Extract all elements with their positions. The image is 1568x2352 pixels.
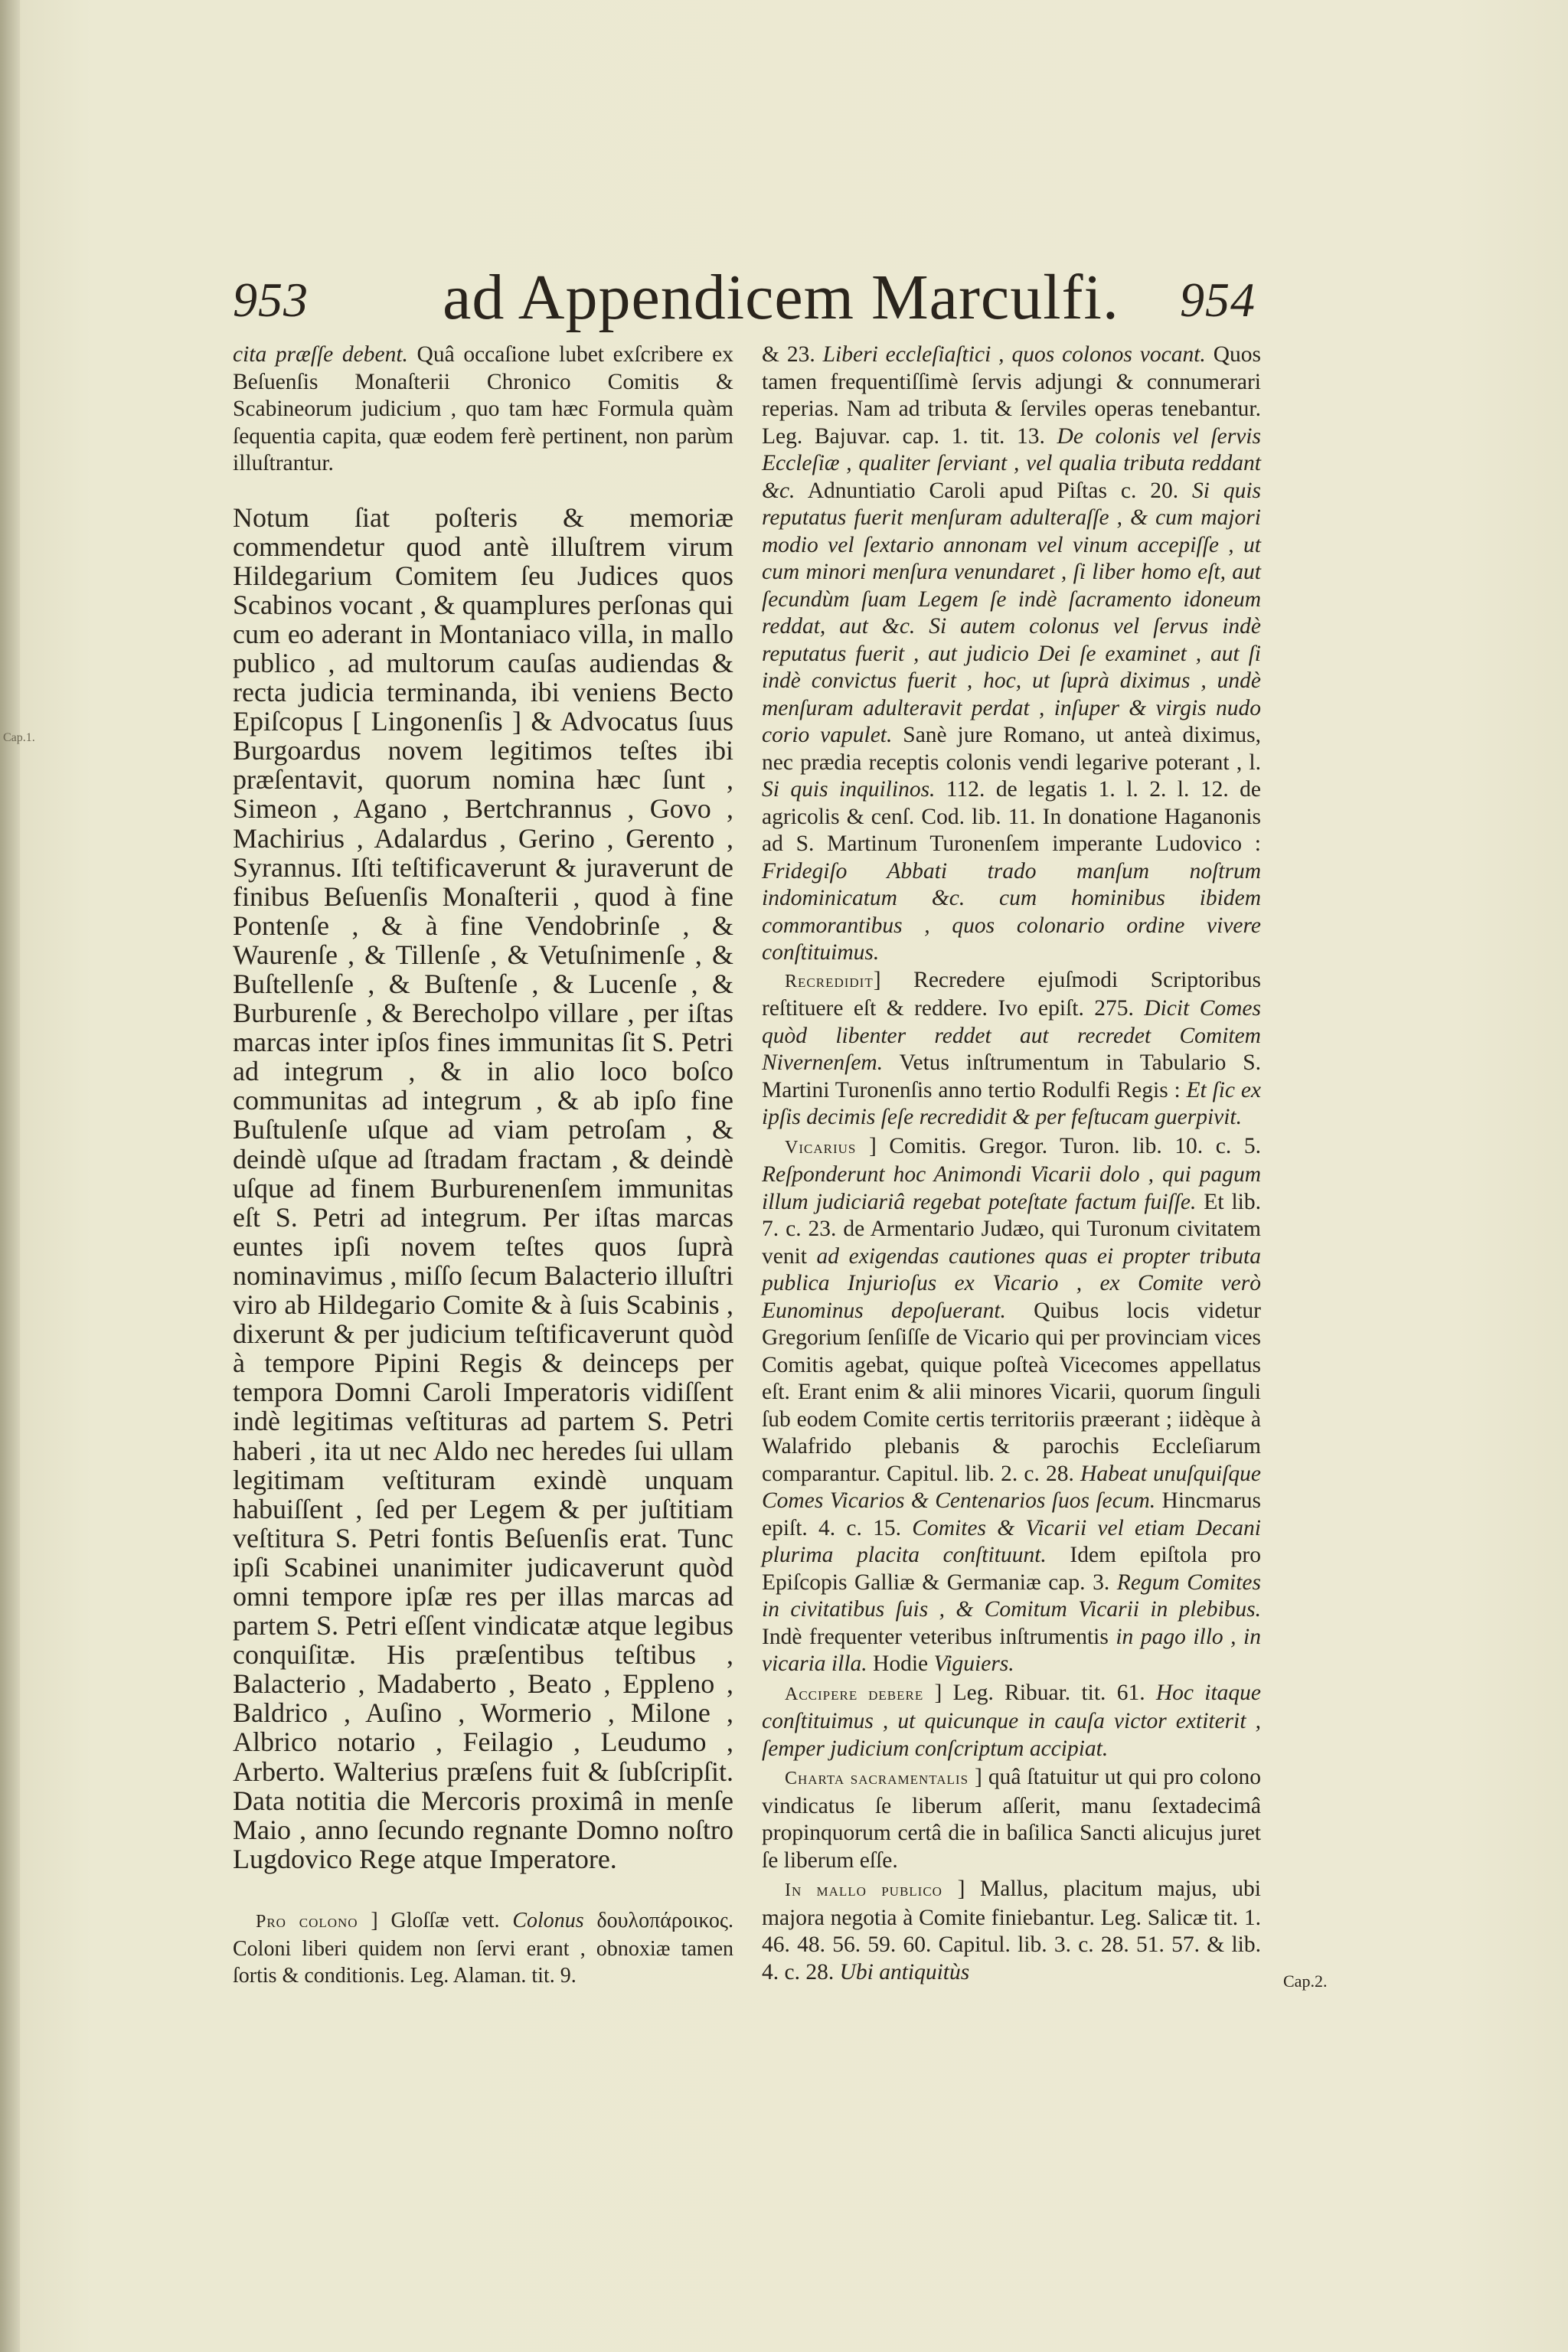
italic-quotation: Dicit Comes quòd libenter reddet aut recredet Comitem Nivernenſem. <box>762 996 1261 1075</box>
note-vicarius <box>762 1133 1261 1678</box>
commentary-text: Idem epiſtola pro Epiſcopis Galliæ & Germaniæ cap. 3. <box>762 1543 1261 1595</box>
binding-gutter <box>0 0 20 2352</box>
right-column <box>762 341 1261 1986</box>
italic-quotation: Si quis inquilinos. <box>762 777 936 802</box>
margin-note-right: Cap.2. <box>1283 1971 1328 1991</box>
note-text-2: Coloni liberi quidem non ſervi erant , obnoxiæ tamen ſortis & conditionis. Leg. Alaman. tit. 9. <box>233 1936 733 1988</box>
italic-quotation: in pago illo , in vicaria illa. <box>762 1624 1261 1676</box>
page-number-left: 953 <box>233 273 309 327</box>
left-column <box>233 341 733 1989</box>
commentary-text: Indè frequenter veteribus inſtrumentis <box>762 1624 1116 1649</box>
note-greek: δουλοπάροικος. <box>583 1908 734 1932</box>
commentary-text: 112. de legatis 1. l. 2. l. 12. de agricolis & cenſ. Cod. lib. 11. In donatione Haganonis ad S. Martinum Turonenſem imperante Ludovico : <box>762 777 1261 856</box>
note-lemma: Vicarius <box>785 1137 857 1158</box>
note-lemma: Recredidit <box>785 971 874 991</box>
commentary-text: Vetus inſtrumentum in Tabulario S. Martini Turonenſis anno tertio Rodulfi Regis : <box>762 1050 1261 1102</box>
italic-quotation: Habeat unuſquiſque Comes Vicarios & Centenarios ſuos ſecum. <box>762 1461 1261 1513</box>
intro-text: Quâ occaſione lubet exſcribere ex Beſuenſis Monaſterii Chronico Comitis & Scabineorum judicium , quo tam hæc Formula quàm ſequentia capita, quæ eodem ferè pertinent, non parùm illuſtrantur. <box>233 342 734 475</box>
commentary-text: Sanè jure Romano, ut anteà diximus, nec prædia receptis colonis vendi legarive poterant , l. <box>762 723 1261 775</box>
note-recredidit <box>762 967 1261 1132</box>
note-lemma: Accipere debere <box>785 1684 924 1704</box>
note-charta-sacramentalis <box>762 1764 1261 1874</box>
commentary-text: ] Comitis. Gregor. Turon. lib. 10. c. 5. <box>856 1133 1261 1158</box>
page-number-right: 954 <box>1180 273 1256 327</box>
commentary-text: Quos tamen frequentiſſimè ſervis adjungi & connumerari reperias. Nam ad tributa & ſerviles operas tenebantur. Leg. Bajuvar. cap. 1. tit. 13. <box>762 342 1261 449</box>
charter-body: otum ſiat poſteris & memoriæ commendetur quod antè illuſtrem virum Hildegarium Comitem ſeu Judices quos Scabinos vocant , & quamplures perſonas qui cum eo aderant in Montaniaco villa, in mallo publico , ad multorum cauſas audiendas & recta judicia terminanda, ibi veniens Becto Epiſcopus [ Lingonenſis ] & Advocatus ſuus Burgoardus novem legitimos teſtes ibi præſentavit, quorum nomina hæc ſunt , Simeon , Agano , Bertchrannus , Govo , Machirius , Adalardus , Gerino , Gerento , Syrannus. Iſti teſtificaverunt & juraverunt de finibus Beſuenſis Monaſterii , quod à fine Pontenſe , & à fine Vendobrinſe , & Waurenſe , & Tillenſe , & Vetuſnimenſe , & Buſtellenſe , & Buſtenſe , & Lucenſe , & Burburenſe , & Berecholpo villare , per iſtas marcas inter ipſos fines immunitas ſit S. Petri ad integrum , & in alio loco boſco communitas ad integrum , & ab ipſo fine Buſtulenſe uſque ad viam petroſam , & deindè uſque ad ſtradam fractam , & deindè uſque ad finem Burburenenſem immunitas eſt S. Petri ad integrum. Per iſtas marcas euntes ipſi novem teſtes quos ſuprà nominavimus , miſſo ſecum Balacterio illuſtri viro ab Hildegario Comite & à ſuis Scabinis , dixerunt & per judicium teſtificaverunt quòd à tempore Pipini Regis & deinceps per tempora Domni Caroli Imperatoris vidiſſent indè legitimas veſtituras ad partem S. Petri haberi , ita ut nec Aldo nec heredes ſui ullam legitimam veſtituram exindè unquam habuiſſent , ſed per Legem & per juſtitiam veſtitura S. Petri fontis Beſuenſis erat. Tunc ipſi Scabinei unanimiter judicaverunt quòd omni tempore ipſæ res per illas marcas ad partem S. Petri eſſent vindicatæ atque legibus conquiſitæ. His præſentibus teſtibus , Balacterio , Madaberto , Beato , Eppleno , Baldrico , Auſino , Wormerio , Milone , Albrico notario , Feilagio , Leudumo , Arberto. Walterius præſens fuit & ſubſcripſit. Data notitia die Mercoris proximâ in menſe Maio , anno ſecundo regnante Domno noſtro Lugdovico Rege atque Imperatore. <box>233 501 733 1874</box>
italic-quotation: Viguiers. <box>933 1651 1014 1676</box>
footnote-pro-colono <box>233 1907 733 1989</box>
intro-italic: cita præſſe debent. <box>233 342 408 367</box>
note-lemma: Charta sacramentalis <box>785 1769 969 1788</box>
italic-quotation: Reſponderunt hoc Animondi Vicarii dolo , qui pagum illum judiciariâ regebat poteſtate factum fuiſſe. <box>762 1162 1261 1214</box>
note-in-mallo-publico <box>762 1876 1261 1986</box>
commentary-text: ] Recredere ejuſmodi Scriptoribus reſtituere eſt & reddere. Ivo epiſt. 275. <box>762 967 1261 1021</box>
commentary-text: & 23. <box>762 342 823 367</box>
italic-quotation: Liberi eccleſiaſtici , quos colonos vocant. <box>822 342 1206 367</box>
italic-quotation: Ubi antiquitùs <box>839 1959 970 1984</box>
italic-quotation: Regum Comites in civitatibus ſuis , & Comitum Vicarii in plebibus. <box>762 1570 1261 1622</box>
commentary-text: Et lib. 7. c. 23. de Armentario Judæo, qui Turonum civitatem venit <box>762 1189 1261 1269</box>
note-italic: Colonus <box>512 1908 584 1932</box>
commentary-text: ] Leg. Ribuar. tit. 61. <box>923 1680 1156 1705</box>
colonus-paragraph <box>762 341 1261 967</box>
commentary-text: Quibus locis videtur Gregorium ſenſiſſe de Vicario qui per provinciam vices Comitis agebat, quique poſteà Vicecomes appellatus eſt. Erant enim & alii minores Vicarii, quorum ſinguli ſub eodem Comite certis territoriis præerant ; iidèque à Walafrido plebanis & parochis Eccleſiarum comparantur. Capitul. lib. 2. c. 28. <box>762 1298 1261 1486</box>
charter-text <box>233 503 733 1873</box>
italic-quotation: Comites & Vicarii vel etiam Decani plurima placita conſtituunt. <box>762 1515 1261 1567</box>
commentary-text: Adnuntiatio Caroli apud Piſtas c. 20. <box>795 478 1192 503</box>
margin-note-left: Cap.1. <box>3 731 35 744</box>
commentary-text: Hincmarus epiſt. 4. c. 15. <box>762 1488 1261 1540</box>
note-accipere-debere <box>762 1680 1261 1763</box>
italic-quotation: Hoc itaque conſtituimus , ut quicunque in cauſa victor extiterit , ſemper judicium conſcriptum accipiat. <box>762 1680 1262 1761</box>
commentary-text: ] Mallus, placitum majus, ubi majora negotia à Comite finiebantur. Leg. Salicæ tit. 1. 46. 48. 56. 59. 60. Capitul. lib. 3. c. 28. 51. 57. & lib. 4. c. 28. <box>762 1877 1261 1984</box>
running-title: ad Appendicem Marculfi. <box>443 262 1119 333</box>
charter-initial: N <box>233 501 253 533</box>
italic-quotation: De colonis vel ſervis Eccleſiæ , qualiter ſerviant , vel qualia tributa reddant &c. <box>762 423 1261 503</box>
commentary-text: Hodie <box>867 1651 934 1676</box>
italic-quotation: Fridegiſo Abbati trado manſum noſtrum indominicatum &c. cum hominibus ibidem commorantibus , quos colonario ordine vivere conſtituimus. <box>762 858 1261 965</box>
italic-quotation: Si quis reputatus fuerit menſuram adulteraſſe , & cum majori modio vel ſextario annonam vel vinum accepiſſe , ut cum minori menſura venundaret , ſi liber homo eſt, aut ſecundùm ſuam Legem ſe indè ſacramento idoneum reddat, aut &c. Si autem colonus vel ſervus indè reputatus fuerit , aut judicio Dei ſe examinet , aut ſi indè convictus fuerit , hoc, ut ſuprà diximus , undè menſuram adulteravit perdat , inſuper & virgis nudo corio vapulet. <box>762 478 1262 747</box>
commentary-notes <box>762 967 1261 1987</box>
note-lemma: Pro colono <box>256 1911 358 1932</box>
note-lemma: In mallo publico <box>785 1880 942 1900</box>
italic-quotation: ad exigendas cautiones quas ei propter tributa publica Injurioſus ex Vicario , ex Comite verò Eunominus depoſuerant. <box>762 1243 1261 1323</box>
intro-paragraph <box>233 341 733 478</box>
italic-quotation: Et ſic ex ipſis decimis ſeſe recredidit & per feſtucam guerpivit. <box>762 1077 1261 1129</box>
commentary-text: ] quâ ſtatuitur ut qui pro colono vindicatus ſe liberum aſſerit, manu ſextadecimâ propinquorum certâ die in baſilica Sancti alicujus juret ſe liberum eſſe. <box>762 1765 1261 1873</box>
note-text-1: ] Gloſſæ vett. <box>358 1908 513 1932</box>
